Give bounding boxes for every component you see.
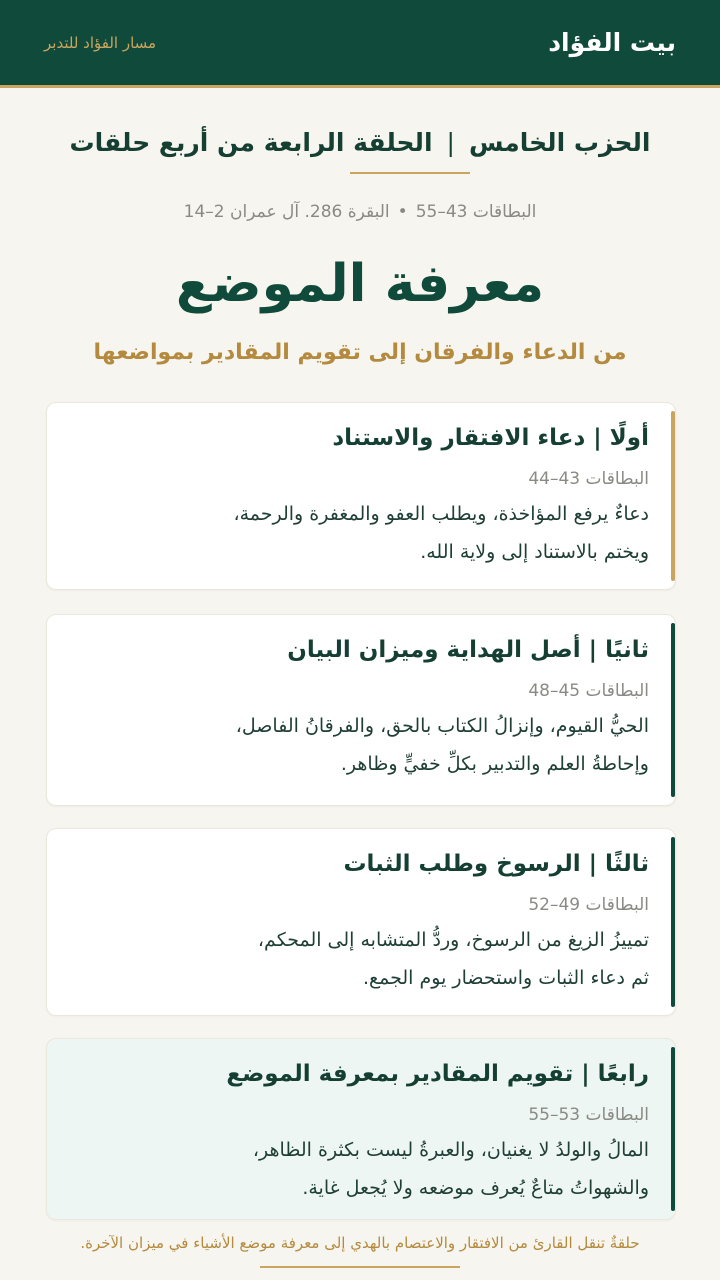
section-body [73, 707, 649, 783]
brand-title[interactable]: بيت الفؤاد [548, 28, 676, 57]
section-body-line: وإحاطةُ العلم والتدبير بكلِّ خفيٍّ وظاهر. [340, 753, 649, 775]
section-body-line: الحيُّ القيوم، وإنزالُ الكتاب بالحق، والفرقانُ الفاصل، [235, 715, 649, 737]
session-heading [0, 128, 720, 157]
section-range: البطاقات 53–55 [528, 1105, 649, 1125]
section-range: البطاقات 45–48 [528, 681, 649, 701]
meta-dot: • [397, 202, 408, 222]
section-body-line: تمييزُ الزيغ من الرسوخ، وردُّ المتشابه إلى المحكم، [257, 929, 649, 951]
section-card-1[interactable] [46, 402, 676, 590]
section-body-line: ثم دعاء الثبات واستحضار يوم الجمع. [362, 967, 649, 989]
section-range: البطاقات 43–44 [528, 469, 649, 489]
section-body [73, 1131, 649, 1207]
episode-label: الحلقة الرابعة من أربع حلقات [69, 128, 433, 157]
session-meta [0, 202, 720, 222]
session-underline [350, 172, 470, 174]
section-card-4[interactable] [46, 1038, 676, 1220]
section-card-3[interactable] [46, 828, 676, 1016]
section-body [73, 495, 649, 571]
section-body [73, 921, 649, 997]
section-body-line: والشهواتُ متاعٌ يُعرف موضعه ولا يُجعل غاية. [302, 1177, 649, 1199]
header-bar [0, 0, 720, 88]
section-card-2[interactable] [46, 614, 676, 806]
page-subtitle: من الدعاء والفرقان إلى تقويم المقادير بمواضعها [93, 340, 627, 365]
section-range: البطاقات 49–52 [528, 895, 649, 915]
section-title: أولًا | دعاء الافتقار والاستناد [332, 425, 649, 451]
footer-note: حلقةٌ تنقل القارئ من الافتقار والاعتصام بالهدي إلى معرفة موضع الأشياء في ميزان الآخرة. [80, 1234, 640, 1252]
section-body-line: دعاءٌ يرفع المؤاخذة، ويطلب العفو والمغفرة والرحمة، [233, 503, 649, 525]
section-title: ثالثًا | الرسوخ وطلب الثبات [343, 851, 649, 877]
section-body-line: ويختم بالاستناد إلى ولاية الله. [420, 541, 649, 563]
section-body-line: المالُ والولدُ لا يغنيان، والعبرةُ ليست بكثرة الظاهر، [252, 1139, 649, 1161]
session-cards-range: البطاقات 43–55 [415, 202, 537, 222]
section-title: ثانيًا | أصل الهداية وميزان البيان [287, 637, 649, 663]
hizb-label: الحزب الخامس [468, 128, 651, 157]
footer-divider [260, 1266, 460, 1268]
section-title: رابعًا | تقويم المقادير بمعرفة الموضع [226, 1061, 649, 1087]
session-separator: | [446, 128, 455, 157]
session-verses: البقرة 286. آل عمران 2–14 [183, 202, 390, 222]
page-title: معرفة الموضع [175, 254, 545, 314]
brand-subtitle[interactable]: مسار الفؤاد للتدبر [44, 33, 157, 52]
